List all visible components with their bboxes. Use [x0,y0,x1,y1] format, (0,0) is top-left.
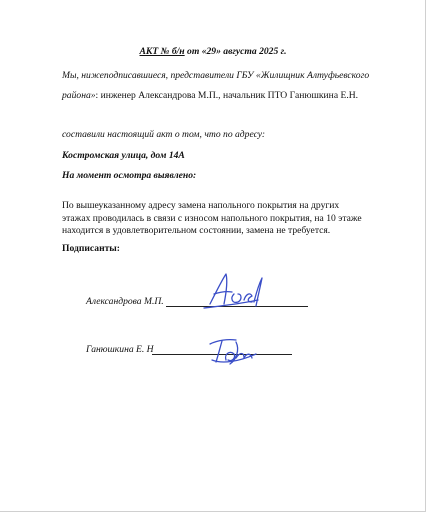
finding-heading: На момент осмотра выявлено: [62,170,197,181]
signature-aleksandrova-icon [196,264,276,314]
signatory-1-name: Александрова М.П. [86,296,164,307]
signatory-2-name: Ганюшкина Е. Н [86,344,154,355]
compiled-line: составили настоящий акт о том, что по адресу: [62,129,266,140]
signature-ganyushkina-icon [200,330,270,370]
act-date: от «29» августа 2025 г. [184,46,287,57]
intro-line-2-italic: района» [62,90,96,101]
address: Костромская улица, дом 14А [62,150,185,161]
findings-body: По вышеуказанному адресу замена напольного покрытия на других этажах проводилась в связи с износом напольного покрытия, на 10 этаже находится в удовлетворительном состоянии, замена не требуется. [62,200,362,236]
document-title [0,46,426,58]
intro-line-1: Мы, нижеподписавшиеся, представители ГБУ «Жилищник Алтуфьевского [62,70,370,81]
signed-heading: Подписанты: [62,243,120,254]
act-number: АКТ № б/н [139,46,185,57]
intro-line-2-rest: : инженер Александрова М.П., начальник ПТО Ганюшкина Е.Н. [95,90,359,101]
intro-line-2 [62,90,358,102]
